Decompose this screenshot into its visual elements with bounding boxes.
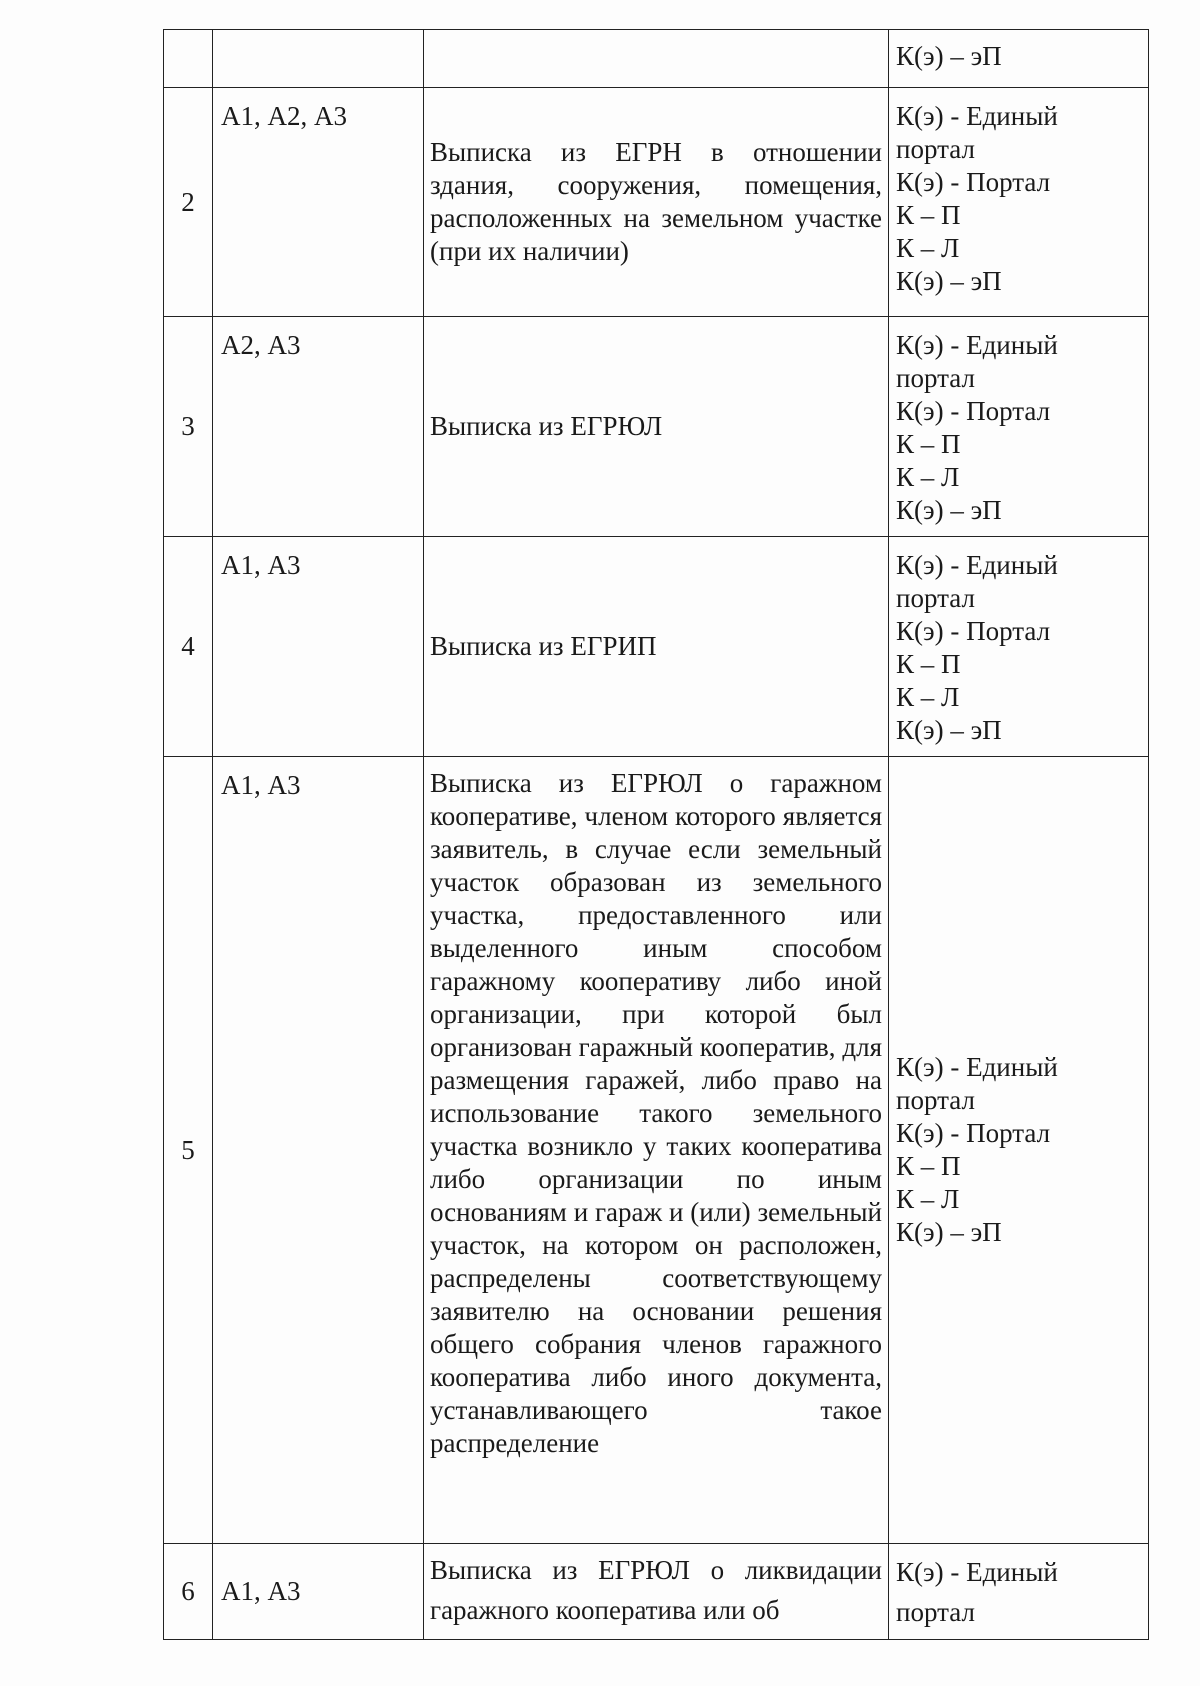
submission-methods-cell xyxy=(889,30,1149,88)
submission-methods-cell xyxy=(889,1544,1149,1640)
submission-methods-cell xyxy=(889,88,1149,317)
applicant-categories: А1, А3 xyxy=(221,1576,301,1606)
document-name: Выписка из ЕГРЮЛ о гаражном кооперативе, членом которого является заявитель, в случае если земельный участок образован из земельного участка, предоставленного или выделенного иным способом гаражному кооперативу либо иной организации, при которой был организован гаражный кооператив, для размещения гаражей, либо право на использование такого земельного участка возникло у таких кооператива либо организации по иным основаниям и гараж и (или) земельный участок, на котором он расположен, распределены соответствующему заявителю на основании решения общего собрания членов гаражного кооператива либо иного документа, устанавливающего такое распределение xyxy=(430,768,882,1458)
submission-method: К(э) – эП xyxy=(896,1217,1002,1247)
submission-method: К(э) - Единый xyxy=(896,1052,1058,1082)
submission-methods-cell xyxy=(889,757,1149,1544)
submission-method: К – П xyxy=(896,200,961,230)
row-number: 3 xyxy=(164,317,213,537)
document-name: Выписка из ЕГРЮЛ о ликвидации гаражного кооператива или об xyxy=(430,1555,882,1625)
table-row xyxy=(164,537,1149,757)
submission-method: К – Л xyxy=(896,682,960,712)
submission-methods-cell xyxy=(889,317,1149,537)
submission-method: К(э) - Единый xyxy=(896,101,1058,131)
applicant-categories: А2, А3 xyxy=(221,330,301,360)
table-row xyxy=(164,88,1149,317)
submission-method: К(э) - Единый xyxy=(896,330,1058,360)
applicant-categories: А1, А2, А3 xyxy=(221,101,347,131)
row-number: 2 xyxy=(164,88,213,317)
documents-table xyxy=(163,29,1149,1640)
applicant-categories-cell xyxy=(213,88,424,317)
document-name-cell xyxy=(424,1544,889,1640)
document-name-cell xyxy=(424,30,889,88)
submission-method: К – Л xyxy=(896,233,960,263)
submission-methods-cell xyxy=(889,537,1149,757)
applicant-categories-cell xyxy=(213,30,424,88)
document-name-cell xyxy=(424,88,889,317)
submission-method: К(э) - Портал xyxy=(896,1118,1051,1148)
submission-method: К(э) – эП xyxy=(896,715,1002,745)
row-number xyxy=(164,30,213,88)
submission-method: К – Л xyxy=(896,462,960,492)
document-name: Выписка из ЕГРЮЛ xyxy=(430,411,663,441)
row-number: 4 xyxy=(164,537,213,757)
document-name: Выписка из ЕГРН в отношении здания, сооружения, помещения, расположенных на земельном участке (при их наличии) xyxy=(430,137,882,266)
submission-method: К – П xyxy=(896,649,961,679)
submission-method: портал xyxy=(896,134,975,164)
applicant-categories-cell xyxy=(213,537,424,757)
applicant-categories xyxy=(213,30,423,42)
row-number: 5 xyxy=(164,757,213,1544)
submission-method: К(э) – эП xyxy=(896,41,1002,71)
submission-method: К – П xyxy=(896,429,961,459)
submission-method: К(э) - Портал xyxy=(896,616,1051,646)
document-name-cell xyxy=(424,317,889,537)
applicant-categories: А1, А3 xyxy=(221,770,301,800)
submission-method: К(э) - Портал xyxy=(896,167,1051,197)
table-row xyxy=(164,30,1149,88)
document-name-cell xyxy=(424,537,889,757)
applicant-categories: А1, А3 xyxy=(221,550,301,580)
row-number: 6 xyxy=(164,1544,213,1640)
submission-method: портал xyxy=(896,363,975,393)
table-row xyxy=(164,317,1149,537)
submission-method: портал xyxy=(896,1597,975,1627)
submission-method: К(э) – эП xyxy=(896,266,1002,296)
table-row xyxy=(164,1544,1149,1640)
submission-method: портал xyxy=(896,1085,975,1115)
submission-method: К(э) - Единый xyxy=(896,1557,1058,1587)
document-name-cell xyxy=(424,757,889,1544)
applicant-categories-cell xyxy=(213,757,424,1544)
applicant-categories-cell xyxy=(213,317,424,537)
document-name: Выписка из ЕГРИП xyxy=(430,631,657,661)
submission-method: К(э) - Портал xyxy=(896,396,1051,426)
submission-method: К(э) - Единый xyxy=(896,550,1058,580)
submission-method: К – П xyxy=(896,1151,961,1181)
submission-method: К – Л xyxy=(896,1184,960,1214)
submission-method: К(э) – эП xyxy=(896,495,1002,525)
submission-method: портал xyxy=(896,583,975,613)
table-row xyxy=(164,757,1149,1544)
applicant-categories-cell xyxy=(213,1544,424,1640)
